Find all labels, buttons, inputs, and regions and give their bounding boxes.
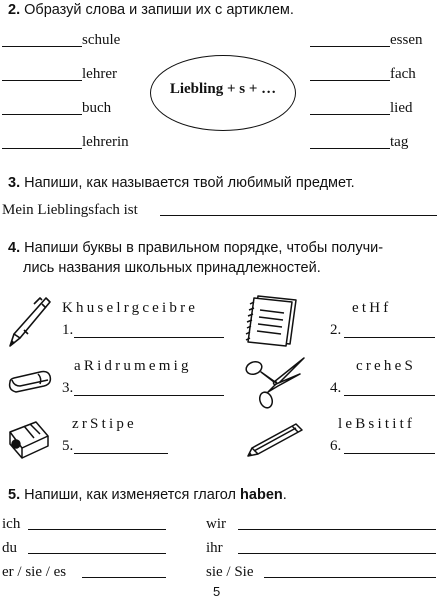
answer-line-wir[interactable] bbox=[238, 529, 436, 530]
task2-instruction: Образуй слова и запиши их с артиклем. bbox=[24, 2, 294, 18]
scrambled-word-6: leBsititf bbox=[338, 416, 416, 432]
answer-line-sie-Sie[interactable] bbox=[264, 577, 436, 578]
pronoun-ihr: ihr bbox=[206, 540, 223, 556]
answer-line-task4-4[interactable] bbox=[344, 395, 435, 396]
favorite-subject-prompt: Mein Lieblingsfach ist bbox=[2, 202, 138, 218]
task4-heading bbox=[8, 238, 436, 278]
pronoun-sie-Sie: sie / Sie bbox=[206, 564, 254, 580]
pronoun-du: du bbox=[2, 540, 17, 556]
answer-line-du[interactable] bbox=[28, 553, 166, 554]
answer-line-left-1[interactable] bbox=[2, 46, 82, 47]
task5-verb: haben bbox=[240, 487, 283, 503]
task5-instruction-end: . bbox=[282, 487, 287, 503]
pen-icon bbox=[6, 294, 52, 350]
word-essen: essen bbox=[390, 32, 423, 48]
task2-number: 2. bbox=[8, 2, 21, 18]
favorite-subject-line[interactable] bbox=[160, 215, 437, 216]
answer-number-2: 2. bbox=[330, 322, 342, 338]
answer-line-right-4[interactable] bbox=[310, 148, 390, 149]
page-number: 5 bbox=[213, 584, 221, 599]
task2-heading bbox=[8, 0, 294, 20]
task5-instruction: Напиши, как изменяется глагол bbox=[24, 487, 241, 503]
answer-line-task4-5[interactable] bbox=[74, 453, 168, 454]
scrambled-word-5: zrStipe bbox=[72, 416, 137, 432]
task3-heading bbox=[8, 173, 355, 193]
pronoun-er-sie-es: er / sie / es bbox=[2, 564, 67, 580]
answer-line-er-sie-es[interactable] bbox=[82, 577, 166, 578]
task4-instruction-line2: лись названия школьных принадлежностей. bbox=[23, 260, 321, 276]
pronoun-ich: ich bbox=[2, 516, 21, 532]
task3-instruction: Напиши, как называется твой любимый предмет. bbox=[24, 175, 355, 191]
word-fach: fach bbox=[390, 66, 416, 82]
answer-number-6: 6. bbox=[330, 438, 342, 454]
scrambled-word-2: etHf bbox=[352, 300, 392, 316]
word-lehrerin: lehrerin bbox=[82, 134, 129, 150]
answer-line-task4-1[interactable] bbox=[74, 337, 224, 338]
answer-number-3: 3. bbox=[62, 380, 74, 396]
answer-line-left-4[interactable] bbox=[2, 148, 82, 149]
word-lied: lied bbox=[390, 100, 413, 116]
answer-number-1: 1. bbox=[62, 322, 74, 338]
ellipse-formula: Liebling + s + … bbox=[169, 81, 277, 97]
answer-line-ich[interactable] bbox=[28, 529, 166, 530]
answer-line-right-2[interactable] bbox=[310, 80, 390, 81]
pencil-icon bbox=[246, 418, 310, 458]
task5-number: 5. bbox=[8, 487, 21, 503]
task3-number: 3. bbox=[8, 175, 21, 191]
answer-number-4: 4. bbox=[330, 380, 342, 396]
notebook-icon bbox=[244, 290, 304, 348]
word-lehrer: lehrer bbox=[82, 66, 117, 82]
task5-heading bbox=[8, 485, 287, 505]
word-schule: schule bbox=[82, 32, 121, 48]
answer-line-ihr[interactable] bbox=[238, 553, 436, 554]
eraser-icon bbox=[4, 366, 56, 396]
sharpener-icon bbox=[4, 414, 54, 460]
task4-number: 4. bbox=[8, 240, 21, 256]
word-tag: tag bbox=[390, 134, 409, 150]
answer-line-right-3[interactable] bbox=[310, 114, 390, 115]
answer-line-left-3[interactable] bbox=[2, 114, 82, 115]
scrambled-word-3: aRidrumemig bbox=[74, 358, 192, 374]
answer-number-5: 5. bbox=[62, 438, 74, 454]
scissors-icon bbox=[244, 352, 308, 412]
scrambled-word-4: creheS bbox=[356, 358, 417, 374]
answer-line-right-1[interactable] bbox=[310, 46, 390, 47]
answer-line-task4-3[interactable] bbox=[74, 395, 224, 396]
scrambled-word-1: Khuselrgceibre bbox=[62, 300, 199, 316]
answer-line-left-2[interactable] bbox=[2, 80, 82, 81]
answer-line-task4-2[interactable] bbox=[344, 337, 435, 338]
task4-instruction-line1: Напиши буквы в правильном порядке, чтобы получи- bbox=[24, 240, 384, 256]
pronoun-wir: wir bbox=[206, 516, 226, 532]
word-buch: buch bbox=[82, 100, 112, 116]
answer-line-task4-6[interactable] bbox=[344, 453, 435, 454]
